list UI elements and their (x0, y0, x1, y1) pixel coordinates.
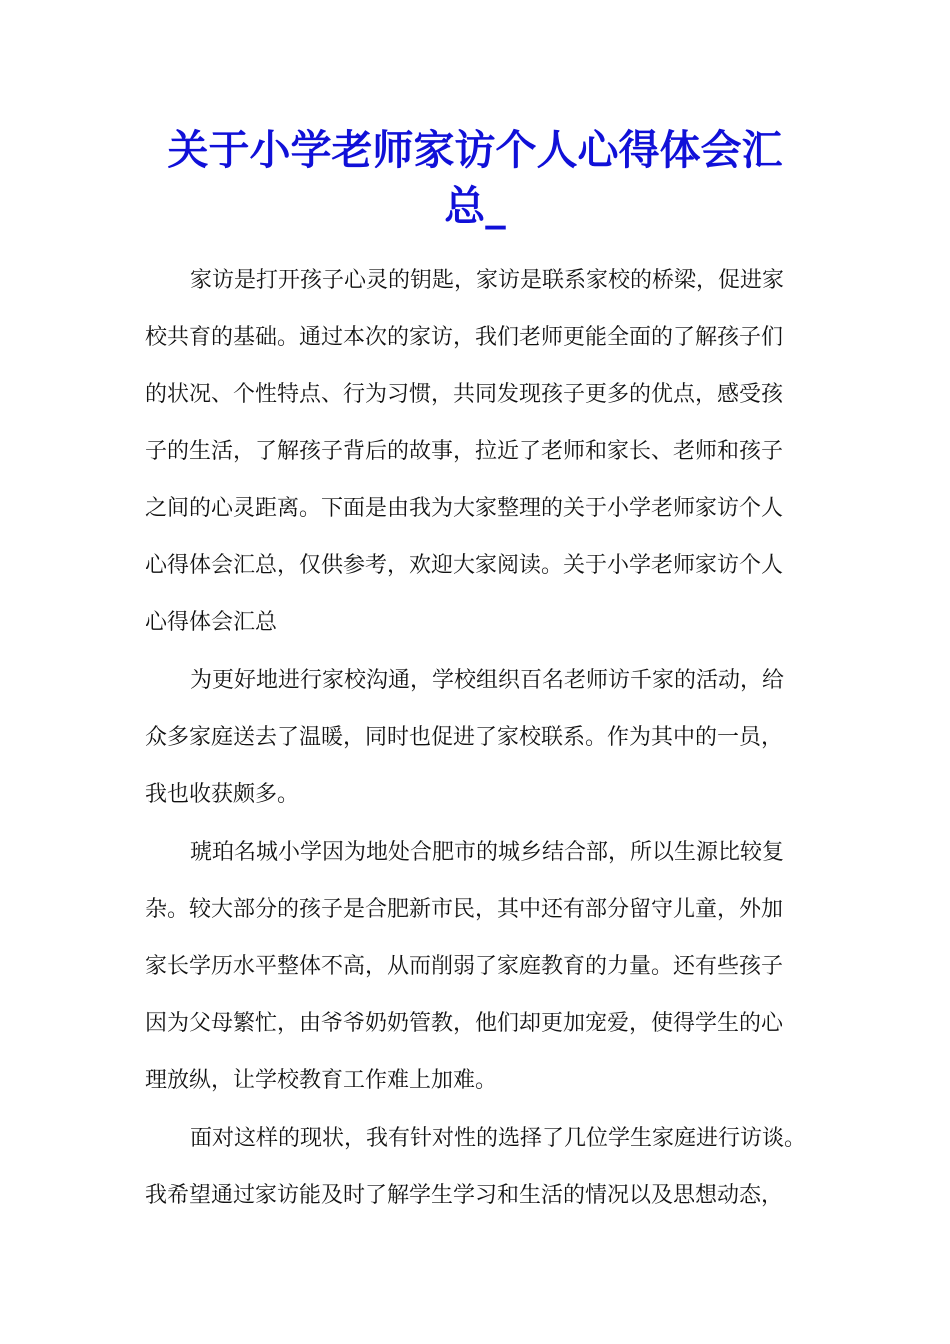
paragraph-line: 校共育的基础。通过本次的家访，我们老师更能全面的了解孩子们 (145, 325, 784, 350)
paragraph-line: 家访是打开孩子心灵的钥匙，家访是联系家校的桥梁，促进家 (190, 268, 785, 293)
title-line-1: 关于小学老师家访个人心得体会汇 (167, 126, 783, 174)
paragraph-line: 的状况、个性特点、行为习惯，共同发现孩子更多的优点，感受孩 (145, 382, 784, 407)
paragraph-line: 面对这样的现状，我有针对性的选择了几位学生家庭进行访谈。 (190, 1126, 807, 1151)
paragraph-line: 因为父母繁忙，由爷爷奶奶管教，他们却更加宠爱，使得学生的心 (145, 1011, 784, 1036)
paragraph-line: 理放纵，让学校教育工作难上加难。 (145, 1068, 498, 1093)
paragraph-line: 子的生活，了解孩子背后的故事，拉近了老师和家长、老师和孩子 (145, 439, 784, 464)
paragraph-line: 我也收获颇多。 (145, 782, 300, 807)
title-line-2: 总_ (444, 182, 506, 230)
paragraph-line: 杂。较大部分的孩子是合肥新市民，其中还有部分留守儿童，外加 (145, 897, 784, 922)
paragraph-line: 心得体会汇总，仅供参考，欢迎大家阅读。关于小学老师家访个人 (145, 553, 784, 578)
paragraph-line: 众多家庭送去了温暖，同时也促进了家校联系。作为其中的一员， (145, 725, 784, 750)
paragraph-line: 我希望通过家访能及时了解学生学习和生活的情况以及思想动态， (145, 1183, 784, 1208)
paragraph-line: 心得体会汇总 (145, 610, 278, 635)
paragraph-line: 为更好地进行家校沟通，学校组织百名老师访千家的活动，给 (190, 668, 785, 693)
document-title (140, 122, 810, 234)
paragraph-line: 琥珀名城小学因为地处合肥市的城乡结合部，所以生源比较复 (190, 840, 785, 865)
paragraph-line: 之间的心灵距离。下面是由我为大家整理的关于小学老师家访个人 (145, 496, 784, 521)
paragraph-line: 家长学历水平整体不高，从而削弱了家庭教育的力量。还有些孩子 (145, 954, 784, 979)
